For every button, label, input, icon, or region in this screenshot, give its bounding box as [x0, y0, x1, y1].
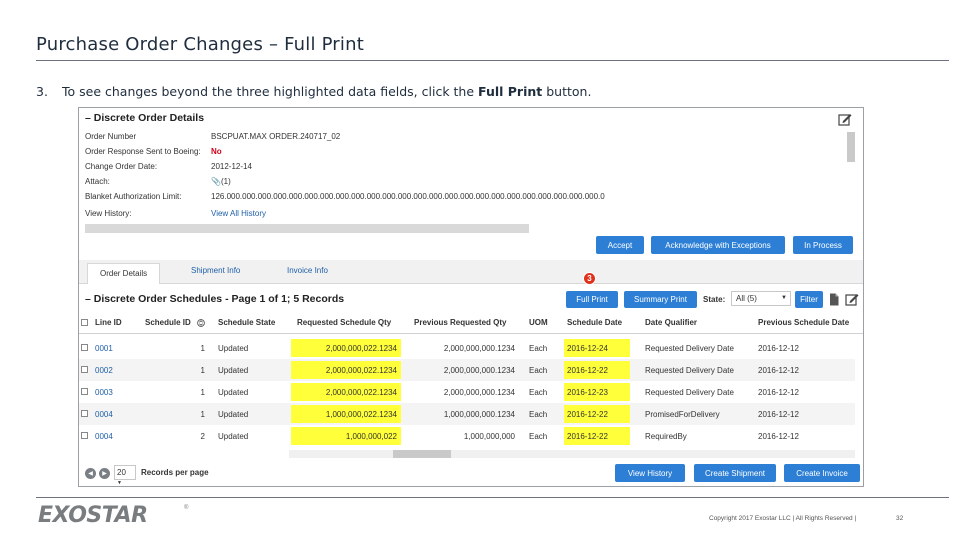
registered-mark-icon: ® — [184, 505, 189, 511]
document-icon[interactable] — [829, 293, 839, 306]
schedule-id-cell: 1 — [200, 366, 205, 375]
next-page-icon[interactable]: ▶ — [99, 468, 110, 479]
page-number: 32 — [896, 515, 904, 522]
chevron-down-icon: ▼ — [781, 295, 787, 301]
column-header-line-id[interactable]: Line ID — [95, 318, 122, 327]
schedule-id-cell: 2 — [200, 432, 205, 441]
date-qualifier-cell: Requested Delivery Date — [645, 344, 734, 353]
previous-date-cell: 2016-12-12 — [758, 388, 799, 397]
line-id-cell[interactable]: 0004 — [95, 410, 113, 419]
requested-qty-cell: 2,000,000,022.1234 — [325, 344, 397, 353]
previous-date-cell: 2016-12-12 — [758, 410, 799, 419]
column-header-date-qualifier[interactable]: Date Qualifier — [645, 318, 698, 327]
table-row[interactable] — [79, 381, 855, 403]
create-shipment-button[interactable]: Create Shipment — [694, 464, 776, 482]
title-divider — [36, 60, 949, 61]
table-horizontal-scrollbar[interactable] — [289, 450, 855, 458]
details-heading[interactable]: – Discrete Order Details — [85, 112, 205, 124]
tab-order-details[interactable]: Order Details — [87, 263, 160, 284]
column-header-previous-requested-qty[interactable]: Previous Requested Qty — [414, 318, 507, 327]
previous-page-icon[interactable]: ◀ — [85, 468, 96, 479]
previous-qty-cell: 1,000,000,000.1234 — [443, 410, 515, 419]
order-number-label: Order Number — [85, 132, 137, 141]
schedule-id-cell: 1 — [200, 388, 205, 397]
view-all-history-link[interactable]: View All History — [211, 209, 266, 218]
order-response-value: No — [211, 147, 222, 156]
table-row[interactable] — [79, 403, 855, 425]
schedule-state-cell: Updated — [218, 388, 249, 397]
column-header-uom[interactable]: UOM — [529, 318, 548, 327]
sort-icon[interactable] — [197, 319, 205, 327]
previous-date-cell: 2016-12-12 — [758, 432, 799, 441]
column-header-schedule-date[interactable]: Schedule Date — [567, 318, 623, 327]
exostar-logo — [38, 503, 198, 529]
schedules-heading[interactable]: – Discrete Order Schedules - Page 1 of 1; 5 Records — [85, 293, 345, 305]
uom-cell: Each — [529, 410, 548, 419]
requested-qty-cell: 1,000,000,022.1234 — [325, 410, 397, 419]
table-row[interactable] — [79, 359, 855, 381]
attach-value[interactable] — [211, 177, 231, 186]
date-qualifier-cell: Requested Delivery Date — [645, 388, 734, 397]
state-select-value: All (5) — [736, 294, 757, 303]
edit-icon[interactable] — [838, 113, 852, 126]
requested-qty-cell: 2,000,000,022.1234 — [325, 366, 397, 375]
previous-date-cell: 2016-12-12 — [758, 366, 799, 375]
line-id-cell[interactable]: 0002 — [95, 366, 113, 375]
step-number: 3. — [36, 84, 48, 99]
slide-title: Purchase Order Changes – Full Print — [36, 34, 364, 55]
uom-cell: Each — [529, 366, 548, 375]
order-number-value: BSCPUAT.MAX ORDER.240717_02 — [211, 132, 341, 141]
state-select[interactable] — [731, 291, 791, 306]
column-header-schedule-state[interactable]: Schedule State — [218, 318, 276, 327]
footer-divider — [36, 497, 949, 498]
date-qualifier-cell: Requested Delivery Date — [645, 366, 734, 375]
page-size-value: 20 — [117, 468, 126, 477]
chevron-down-icon: ▼ — [117, 480, 122, 486]
screenshot-panel — [78, 107, 864, 487]
filter-button[interactable]: Filter — [795, 291, 823, 308]
previous-qty-cell: 1,000,000,000 — [463, 432, 515, 441]
schedule-id-cell: 1 — [200, 410, 205, 419]
view-history-label: View History: — [85, 209, 132, 218]
column-header-schedule-id[interactable]: Schedule ID — [145, 318, 191, 327]
details-horizontal-scrollbar[interactable] — [85, 224, 529, 233]
accept-button[interactable]: Accept — [596, 236, 644, 254]
schedule-state-cell: Updated — [218, 366, 249, 375]
schedule-date-cell: 2016-12-22 — [567, 366, 608, 375]
line-id-cell[interactable]: 0001 — [95, 344, 113, 353]
attach-count: (1) — [220, 177, 231, 186]
create-invoice-button[interactable]: Create Invoice — [784, 464, 860, 482]
schedule-state-cell: Updated — [218, 432, 249, 441]
tab-invoice-info[interactable]: Invoice Info — [287, 266, 328, 275]
instruction-text — [36, 84, 591, 99]
view-history-button[interactable]: View History — [615, 464, 685, 482]
schedules-table-header — [79, 312, 864, 334]
table-row[interactable] — [79, 337, 855, 359]
row-checkbox[interactable] — [81, 410, 88, 417]
records-per-page-label: Records per page — [141, 468, 209, 477]
blanket-limit-label: Blanket Authorization Limit: — [85, 192, 182, 201]
line-id-cell[interactable]: 0003 — [95, 388, 113, 397]
line-id-cell[interactable]: 0004 — [95, 432, 113, 441]
schedule-date-cell: 2016-12-23 — [567, 388, 608, 397]
schedule-date-cell: 2016-12-24 — [567, 344, 608, 353]
edit-icon[interactable] — [845, 293, 859, 306]
uom-cell: Each — [529, 432, 548, 441]
previous-qty-cell: 2,000,000,000.1234 — [443, 344, 515, 353]
schedule-date-cell: 2016-12-22 — [567, 432, 608, 441]
date-qualifier-cell: RequiredBy — [645, 432, 687, 441]
uom-cell: Each — [529, 388, 548, 397]
row-checkbox[interactable] — [81, 366, 88, 373]
change-order-date-label: Change Order Date: — [85, 162, 158, 171]
instruction-part-2: button. — [542, 84, 592, 99]
acknowledge-with-exceptions-button[interactable]: Acknowledge with Exceptions — [651, 236, 785, 254]
blanket-limit-value: 126.000.000.000.000.000.000.000.000.000.000.000.000.000.000.000.000.000.000.000.000.000.000.000.000.0 — [211, 192, 605, 201]
tab-shipment-info[interactable]: Shipment Info — [191, 266, 241, 275]
row-checkbox[interactable] — [81, 388, 88, 395]
column-header-previous-schedule-date[interactable]: Previous Schedule Date — [758, 318, 850, 327]
order-response-label: Order Response Sent to Boeing: — [85, 147, 201, 156]
in-process-button[interactable]: In Process — [793, 236, 853, 254]
schedule-id-cell: 1 — [200, 344, 205, 353]
copyright-text: Copyright 2017 Exostar LLC | All Rights Reserved | — [709, 515, 857, 522]
requested-qty-cell: 2,000,000,022.1234 — [325, 388, 397, 397]
previous-qty-cell: 2,000,000,000.1234 — [443, 388, 515, 397]
instruction-bold: Full Print — [478, 84, 543, 99]
step-callout-badge: 3 — [583, 272, 596, 285]
column-header-requested-qty[interactable]: Requested Schedule Qty — [297, 318, 392, 327]
row-checkbox[interactable] — [81, 344, 88, 351]
page-size-select[interactable] — [114, 465, 136, 486]
schedule-state-cell: Updated — [218, 344, 249, 353]
previous-date-cell: 2016-12-12 — [758, 344, 799, 353]
select-all-checkbox[interactable] — [81, 319, 88, 326]
tab-bar — [79, 260, 864, 284]
attach-label: Attach: — [85, 177, 110, 186]
paperclip-icon: 📎 — [211, 177, 221, 186]
details-vertical-scrollbar[interactable] — [847, 132, 855, 162]
full-print-button[interactable]: Full Print — [566, 291, 618, 308]
instruction-part-1: To see changes beyond the three highlighted data fields, click the — [62, 84, 479, 99]
table-scroll-thumb[interactable] — [393, 450, 451, 458]
schedule-state-cell: Updated — [218, 410, 249, 419]
logo-wordmark: EXOSTAR — [38, 503, 148, 528]
requested-qty-cell: 1,000,000,022 — [345, 432, 397, 441]
table-row[interactable] — [79, 425, 855, 447]
row-checkbox[interactable] — [81, 432, 88, 439]
change-order-date-value: 2012-12-14 — [211, 162, 252, 171]
summary-print-button[interactable]: Summary Print — [624, 291, 697, 308]
previous-qty-cell: 2,000,000,000.1234 — [443, 366, 515, 375]
date-qualifier-cell: PromisedForDelivery — [645, 410, 720, 419]
uom-cell: Each — [529, 344, 548, 353]
schedule-date-cell: 2016-12-22 — [567, 410, 608, 419]
state-label: State: — [703, 295, 726, 304]
